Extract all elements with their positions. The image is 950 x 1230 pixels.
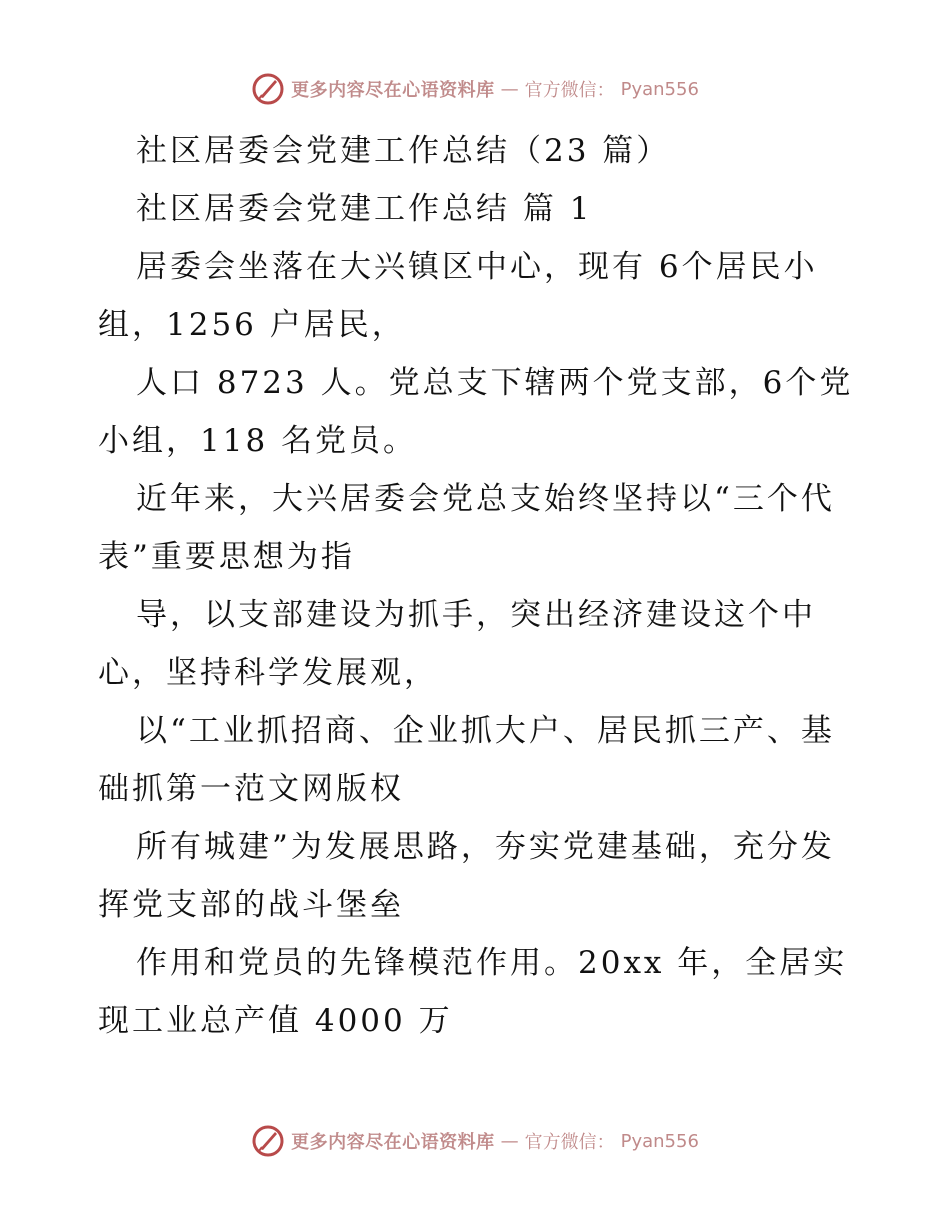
- document-title: 社区居委会党建工作总结（23 篇）: [136, 133, 671, 169]
- quill-logo-icon: [251, 1124, 285, 1158]
- body-paragraph: 近年来，大兴居委会党总支始终坚持以“三个代表”重要思想为指: [98, 481, 835, 575]
- watermark-wechat-id: Pyan556: [620, 1130, 699, 1152]
- watermark-wechat-label: 官方微信：: [524, 1132, 615, 1153]
- section-heading: 社区居委会党建工作总结 篇 1: [136, 191, 593, 227]
- body-paragraph: 作用和党员的先锋模范作用。20xx 年，全居实现工业总产值 4000 万: [98, 945, 848, 1039]
- footer-watermark: [0, 1124, 950, 1158]
- body-paragraph: 居委会坐落在大兴镇区中心，现有 6个居民小组，1256 户居民，: [98, 249, 818, 343]
- watermark-wechat-label: 官方微信：: [524, 80, 615, 101]
- header-watermark: [0, 72, 950, 106]
- watermark-wechat-id: Pyan556: [620, 78, 699, 100]
- body-paragraph: 所有城建”为发展思路，夯实党建基础，充分发挥党支部的战斗堡垒: [98, 829, 835, 923]
- quill-logo-icon: [251, 72, 285, 106]
- watermark-separator: —: [500, 78, 519, 100]
- body-paragraph: 导，以支部建设为抓手，突出经济建设这个中心，坚持科学发展观，: [98, 597, 816, 691]
- watermark-main-text: 更多内容尽在心语资料库: [291, 1132, 495, 1153]
- body-paragraph: 以“工业抓招商、企业抓大户、居民抓三产、基础抓第一范文网版权: [98, 713, 835, 807]
- watermark-separator: —: [500, 1130, 519, 1152]
- body-paragraph: 人口 8723 人。党总支下辖两个党支部，6个党小组，118 名党员。: [98, 365, 854, 459]
- document-body: [98, 122, 858, 1050]
- watermark-main-text: 更多内容尽在心语资料库: [291, 80, 495, 101]
